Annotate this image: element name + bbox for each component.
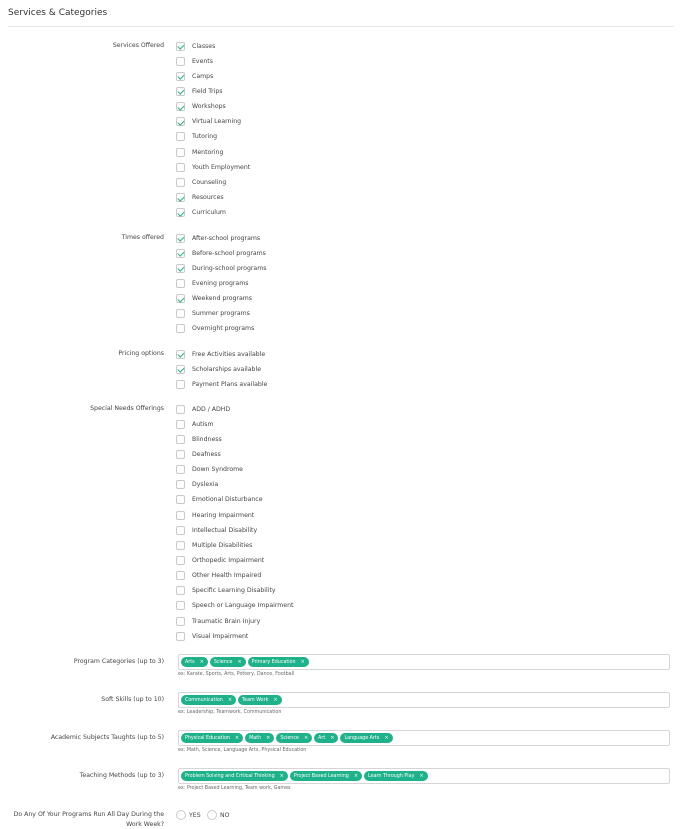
tag-chip-label: Physical Education — [185, 735, 230, 741]
checkbox-label: Resources — [192, 194, 224, 201]
pricing-options-label: Pricing options — [118, 350, 164, 357]
checkbox[interactable] — [176, 495, 185, 504]
services-offered-option[interactable] — [176, 55, 213, 67]
remove-tag-icon[interactable]: × — [237, 659, 242, 665]
remove-tag-icon[interactable]: × — [300, 659, 305, 665]
times-offered-option[interactable] — [176, 247, 266, 259]
services-offered-label: Services Offered — [112, 42, 164, 49]
special-needs-offerings-option[interactable] — [176, 585, 276, 597]
checkbox[interactable] — [176, 249, 185, 258]
checkbox[interactable] — [176, 465, 185, 474]
remove-tag-icon[interactable]: × — [303, 735, 309, 741]
special-needs-offerings-label: Special Needs Offerings — [90, 405, 164, 412]
checkbox[interactable] — [176, 42, 185, 51]
teaching-methods-hint: ex: Project Based Learning, Team work, Games — [178, 786, 291, 791]
program-categories-label: Program Categories (up to 3) — [73, 658, 164, 665]
checkbox[interactable] — [176, 420, 185, 429]
remove-tag-icon[interactable]: × — [353, 773, 359, 779]
checkbox[interactable] — [176, 556, 185, 565]
checkbox-label: Hearing Impairment — [192, 511, 255, 519]
special-needs-offerings-option[interactable] — [176, 403, 230, 415]
times-offered-label: Times offered — [121, 234, 164, 241]
checkbox[interactable] — [176, 57, 185, 66]
pricing-options-option[interactable] — [176, 378, 267, 390]
tag-chip[interactable] — [245, 733, 274, 743]
tag-chip[interactable] — [238, 695, 282, 705]
soft-skills-hint: ex: Leadership, Teamwork, Communication — [178, 710, 282, 715]
checkbox[interactable] — [176, 601, 185, 610]
checkbox[interactable] — [176, 117, 185, 126]
services-offered-option[interactable] — [176, 131, 217, 143]
times-offered-option[interactable] — [176, 262, 266, 274]
checkbox[interactable] — [176, 208, 185, 217]
checkbox-label: Dyslexia — [192, 481, 219, 489]
tag-chip-label: Team Work — [242, 697, 269, 703]
checkbox-label: Other Health Impaired — [192, 572, 262, 580]
tag-chip-label: Problem Solving and Critical Thinking — [185, 773, 275, 779]
checkbox-label: Payment Plans available — [192, 380, 268, 388]
services-offered-option[interactable] — [176, 161, 250, 173]
remove-tag-icon[interactable]: × — [273, 697, 278, 703]
checkbox[interactable] — [176, 480, 185, 489]
checkbox[interactable] — [176, 405, 185, 414]
checkbox-label: During-school programs — [192, 264, 267, 272]
tag-chip-label: Math — [249, 735, 262, 741]
special-needs-offerings-option[interactable] — [176, 448, 221, 460]
checkbox-label: Camps — [192, 72, 214, 80]
academic-subjects-hint: ex: Math, Science, Language Arts, Physical Education — [178, 748, 307, 753]
tag-chip-label: Science — [213, 659, 233, 665]
teaching-methods-input[interactable] — [178, 768, 670, 784]
checkbox-label: Specific Learning Disability — [192, 587, 276, 595]
checkbox[interactable] — [176, 294, 185, 303]
tag-chip[interactable] — [181, 771, 288, 781]
checkbox[interactable] — [176, 324, 185, 333]
services-offered-option[interactable] — [176, 70, 213, 82]
remove-tag-icon[interactable]: × — [199, 659, 204, 665]
special-needs-offerings-option[interactable] — [176, 494, 263, 506]
special-needs-offerings-option[interactable] — [176, 479, 218, 491]
services-offered-option[interactable] — [176, 207, 226, 219]
checkbox-label: After-school programs — [192, 234, 261, 242]
checkbox[interactable] — [176, 511, 185, 520]
checkbox-label: Virtual Learning — [192, 118, 242, 126]
tag-chip-label: Arts — [185, 659, 195, 665]
checkbox-label: Visual Impairment — [192, 632, 249, 640]
checkbox-label: ADD / ADHD — [192, 405, 231, 413]
remove-tag-icon[interactable]: × — [266, 735, 271, 741]
checkbox-label: Counseling — [192, 178, 227, 186]
academic-subjects-input[interactable] — [178, 730, 670, 746]
checkbox[interactable] — [176, 87, 185, 96]
times-offered-option[interactable] — [176, 232, 260, 244]
services-offered-option[interactable] — [176, 85, 223, 97]
tag-chip-label: Language Arts — [344, 735, 380, 741]
tag-chip-label: Project Based Learning — [293, 773, 349, 779]
checkbox[interactable] — [176, 435, 185, 444]
checkbox-label: Scholarships available — [192, 365, 262, 373]
checkbox[interactable] — [176, 132, 185, 141]
special-needs-offerings-option[interactable] — [176, 524, 257, 536]
checkbox-label: Deafness — [192, 450, 221, 458]
checkbox-label: Youth Employment — [192, 163, 251, 171]
checkbox-label: Intellectual Disability — [192, 526, 258, 534]
services-offered-option[interactable] — [176, 146, 223, 158]
checkbox-label: Workshops — [192, 103, 226, 111]
remove-tag-icon[interactable]: × — [384, 735, 389, 741]
checkbox-label: Free Activities available — [192, 350, 266, 358]
checkbox[interactable] — [176, 309, 185, 318]
checkbox[interactable] — [176, 617, 185, 626]
special-needs-offerings-option[interactable] — [176, 570, 261, 582]
tag-chip[interactable] — [364, 771, 428, 781]
checkbox[interactable] — [176, 148, 185, 157]
tag-chip[interactable] — [340, 733, 392, 743]
checkbox[interactable] — [176, 380, 185, 389]
all-day-yes-option[interactable] — [176, 810, 201, 820]
checkbox[interactable] — [176, 163, 185, 172]
checkbox-label: Orthopedic Impairment — [192, 557, 265, 564]
checkbox-label: Before-school programs — [192, 249, 266, 257]
times-offered-option[interactable] — [176, 323, 254, 335]
tag-chip[interactable] — [276, 733, 312, 743]
remove-tag-icon[interactable]: × — [234, 735, 240, 741]
checkbox-label: Curriculum — [192, 209, 226, 217]
checkbox[interactable] — [176, 571, 185, 580]
checkbox[interactable] — [176, 541, 185, 550]
special-needs-offerings-option[interactable] — [176, 418, 214, 430]
times-offered-option[interactable] — [176, 308, 250, 320]
special-needs-offerings-option[interactable] — [176, 464, 243, 476]
tag-chip-label: Science — [280, 735, 299, 741]
pricing-options-option[interactable] — [176, 348, 265, 360]
tag-chip-label: Primary Education — [251, 659, 296, 665]
soft-skills-input[interactable] — [178, 692, 670, 708]
special-needs-offerings-option[interactable] — [176, 539, 252, 551]
checkbox-label: Events — [192, 57, 213, 65]
checkbox-label: Autism — [192, 420, 214, 428]
checkbox[interactable] — [176, 279, 185, 288]
times-offered-option[interactable] — [176, 293, 252, 305]
checkbox-label: Overnight programs — [192, 325, 255, 333]
special-needs-offerings-option[interactable] — [176, 555, 264, 567]
all-day-no-option[interactable] — [207, 810, 230, 820]
checkbox[interactable] — [176, 450, 185, 459]
checkbox[interactable] — [176, 526, 185, 535]
teaching-methods-label: Teaching Methods (up to 3) — [79, 772, 164, 779]
tag-chip[interactable] — [248, 657, 309, 667]
services-offered-option[interactable] — [176, 101, 226, 113]
special-needs-offerings-option[interactable] — [176, 630, 248, 642]
checkbox-label: Summer programs — [192, 310, 250, 318]
checkbox-label: Field Trips — [192, 87, 223, 95]
special-needs-offerings-option[interactable] — [176, 509, 254, 521]
remove-tag-icon[interactable]: × — [419, 773, 424, 779]
no-radio-label: NO — [220, 811, 230, 819]
checkbox-label: Weekend programs — [192, 295, 252, 303]
remove-tag-icon[interactable]: × — [279, 773, 284, 779]
services-offered-option[interactable] — [176, 192, 224, 204]
checkbox[interactable] — [176, 264, 185, 273]
tag-chip-label: Communication — [185, 697, 223, 703]
soft-skills-label: Soft Skills (up to 10) — [101, 696, 164, 703]
special-needs-offerings-option[interactable] — [176, 433, 222, 445]
checkbox[interactable] — [176, 72, 185, 81]
tag-chip-label: Learn Through Play — [368, 773, 415, 779]
checkbox-label: Tutoring — [192, 133, 218, 141]
yes-radio-label: YES — [189, 811, 201, 819]
tag-chip[interactable] — [314, 733, 338, 743]
all-day-question-label: Do Any Of Your Programs Run All Day During the Work Week? — [13, 811, 164, 828]
title-divider — [8, 26, 674, 27]
academic-subjects-label: Academic Subjects Taughts (up to 5) — [50, 734, 164, 741]
checkbox[interactable] — [176, 350, 185, 359]
checkbox-label: Emotional Disturbance — [192, 496, 263, 504]
services-offered-option[interactable] — [176, 176, 226, 188]
checkbox[interactable] — [176, 365, 185, 374]
yes-radio[interactable] — [176, 810, 186, 820]
services-offered-option[interactable] — [176, 40, 215, 52]
tag-chip[interactable] — [181, 657, 208, 667]
times-offered-option[interactable] — [176, 277, 248, 289]
tag-chip[interactable] — [290, 771, 362, 781]
checkbox[interactable] — [176, 193, 185, 202]
checkbox[interactable] — [176, 178, 185, 187]
program-categories-hint: ex: Karate, Sports, Arts, Pottery, Dance, Football — [178, 672, 295, 677]
checkbox[interactable] — [176, 234, 185, 243]
special-needs-offerings-option[interactable] — [176, 600, 293, 612]
services-offered-option[interactable] — [176, 116, 241, 128]
checkbox-label: Speech or Language Impairment — [192, 602, 294, 610]
tag-chip[interactable] — [181, 733, 243, 743]
checkbox-label: Down Syndrome — [192, 466, 243, 474]
tag-chip[interactable] — [210, 657, 246, 667]
program-categories-input[interactable] — [178, 654, 670, 670]
checkbox[interactable] — [176, 586, 185, 595]
special-needs-offerings-option[interactable] — [176, 615, 260, 627]
remove-tag-icon[interactable]: × — [330, 735, 335, 741]
checkbox[interactable] — [176, 632, 185, 641]
checkbox-label: Evening programs — [192, 279, 249, 287]
tag-chip-label: Art — [318, 735, 326, 741]
checkbox-label: Mentoring — [192, 148, 224, 156]
checkbox-label: Traumatic Brain Injury — [192, 617, 261, 625]
section-title: Services & Categories — [8, 8, 108, 18]
remove-tag-icon[interactable]: × — [227, 697, 233, 703]
tag-chip[interactable] — [181, 695, 236, 705]
checkbox-label: Classes — [192, 42, 216, 50]
checkbox-label: Blindness — [192, 435, 222, 443]
no-radio[interactable] — [207, 810, 217, 820]
checkbox[interactable] — [176, 102, 185, 111]
pricing-options-option[interactable] — [176, 363, 261, 375]
checkbox-label: Multiple Disabilities — [192, 541, 253, 549]
